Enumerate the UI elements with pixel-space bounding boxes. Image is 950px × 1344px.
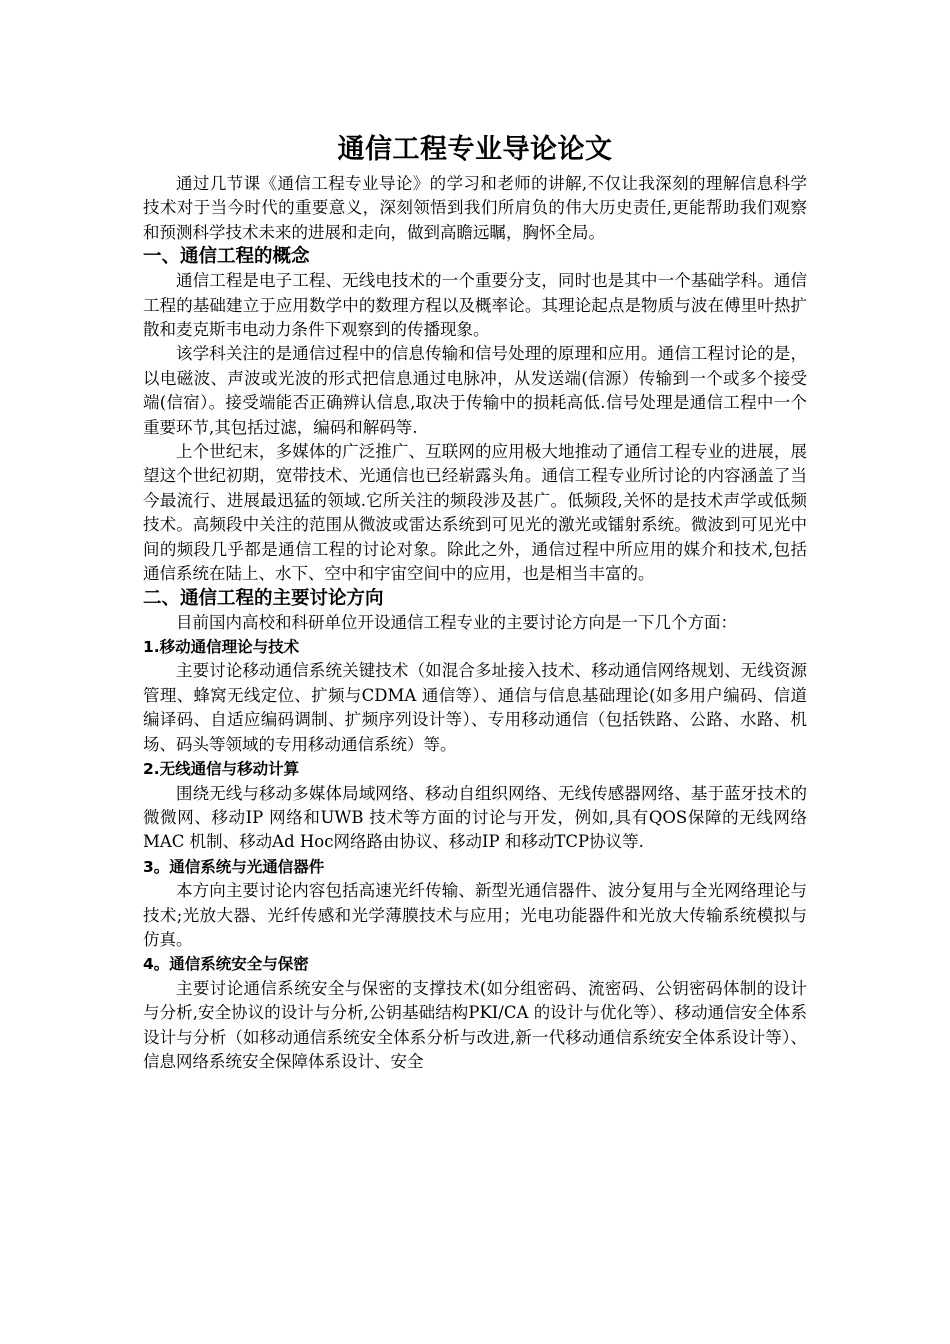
section-1-paragraph-1: 通信工程是电子工程、无线电技术的一个重要分支，同时也是其中一个基础学科。通信工程的基础建立于应用数学中的数理方程以及概率论。其理论起点是物质与波在傅里叶热扩散和麦克斯韦电动力条件下观察到的传播现象。 — [143, 271, 807, 340]
document-page — [143, 130, 807, 1075]
subsection-4-text: 主要讨论通信系统安全与保密的支撑技术(如分组密码、流密码、公钥密码体制的设计与分析,安全协议的设计与分析,公钥基础结构PKI/CA 的设计与优化等）、移动通信安全体系设计与分析（如移动通信系统安全体系分析与改进,新一代移动通信系统安全体系设计等）、信息网络系统安全保障体系设计、安全 — [143, 978, 807, 1072]
subsection-1-heading: 1.移动通信理论与技术 — [143, 637, 300, 656]
document-title: 通信工程专业导论论文 — [337, 134, 613, 165]
section-1-paragraph-3: 上个世纪末，多媒体的广泛推广、互联网的应用极大地推动了通信工程专业的进展，展望这个世纪初期，宽带技术、光通信也已经崭露头角。通信工程专业所讨论的内容涵盖了当今最流行、进展最迅猛的领域.它所关注的频段涉及甚广。低频段,关怀的是技术声学或低频技术。高频段中关注的范围从微波或雷达系统到可见光的激光或镭射系统。微波到可见光中间的频段几乎都是通信工程的讨论对象。除此之外，通信过程中所应用的媒介和技术,包括通信系统在陆上、水下、空中和宇宙空间中的应用，也是相当丰富的。 — [143, 442, 807, 584]
subsection-3-heading: 3。通信系统与光通信器件 — [143, 857, 325, 876]
subsection-1-text: 主要讨论移动通信系统关键技术（如混合多址接入技术、移动通信网络规划、无线资源管理、蜂窝无线定位、扩频与CDMA 通信等）、通信与信息基础理论(如多用户编码、信道编译码、自适应编码调制、扩频序列设计等）、专用移动通信（包括铁路、公路、水路、机场、码头等领域的专用移动通信系统）等。 — [143, 661, 807, 754]
subsection-3-text: 本方向主要讨论内容包括高速光纤传输、新型光通信器件、波分复用与全光网络理论与技术;光放大器、光纤传感和光学薄膜技术与应用；光电功能器件和光放大传输系统模拟与仿真。 — [143, 881, 807, 950]
section-1-heading: 一、通信工程的概念 — [143, 246, 310, 268]
intro-paragraph: 通过几节课《通信工程专业导论》的学习和老师的讲解,不仅让我深刻的理解信息科学技术对于当今时代的重要意义，深刻领悟到我们所肩负的伟大历史责任,更能帮助我们观察和预测科学技术未来的进展和走向，做到高瞻远瞩，胸怀全局。 — [143, 174, 807, 242]
section-2-heading: 二、通信工程的主要讨论方向 — [143, 587, 384, 609]
subsection-2-text: 围绕无线与移动多媒体局域网络、移动自组织网络、无线传感器网络、基于蓝牙技术的微微网、移动IP 网络和UWB 技术等方面的讨论与开发，例如,具有QOS保障的无线网络MAC 机制、移动Ad Hoc网络路由协议、移动IP 和移动TCP协议等. — [143, 783, 807, 852]
section-2-intro: 目前国内高校和科研单位开设通信工程专业的主要讨论方向是一下几个方面： — [176, 612, 737, 632]
subsection-4-heading: 4。通信系统安全与保密 — [143, 955, 309, 974]
subsection-2-heading: 2.无线通信与移动计算 — [143, 760, 300, 779]
section-1-paragraph-2: 该学科关注的是通信过程中的信息传输和信号处理的原理和应用。通信工程讨论的是，以电磁波、声波或光波的形式把信息通过电脉冲，从发送端(信源）传输到一个或多个接受端(信宿）。接受端能否正确辨认信息,取决于传输中的损耗高低.信号处理是通信工程中一个重要环节,其包括过滤，编码和解码等. — [143, 344, 807, 437]
